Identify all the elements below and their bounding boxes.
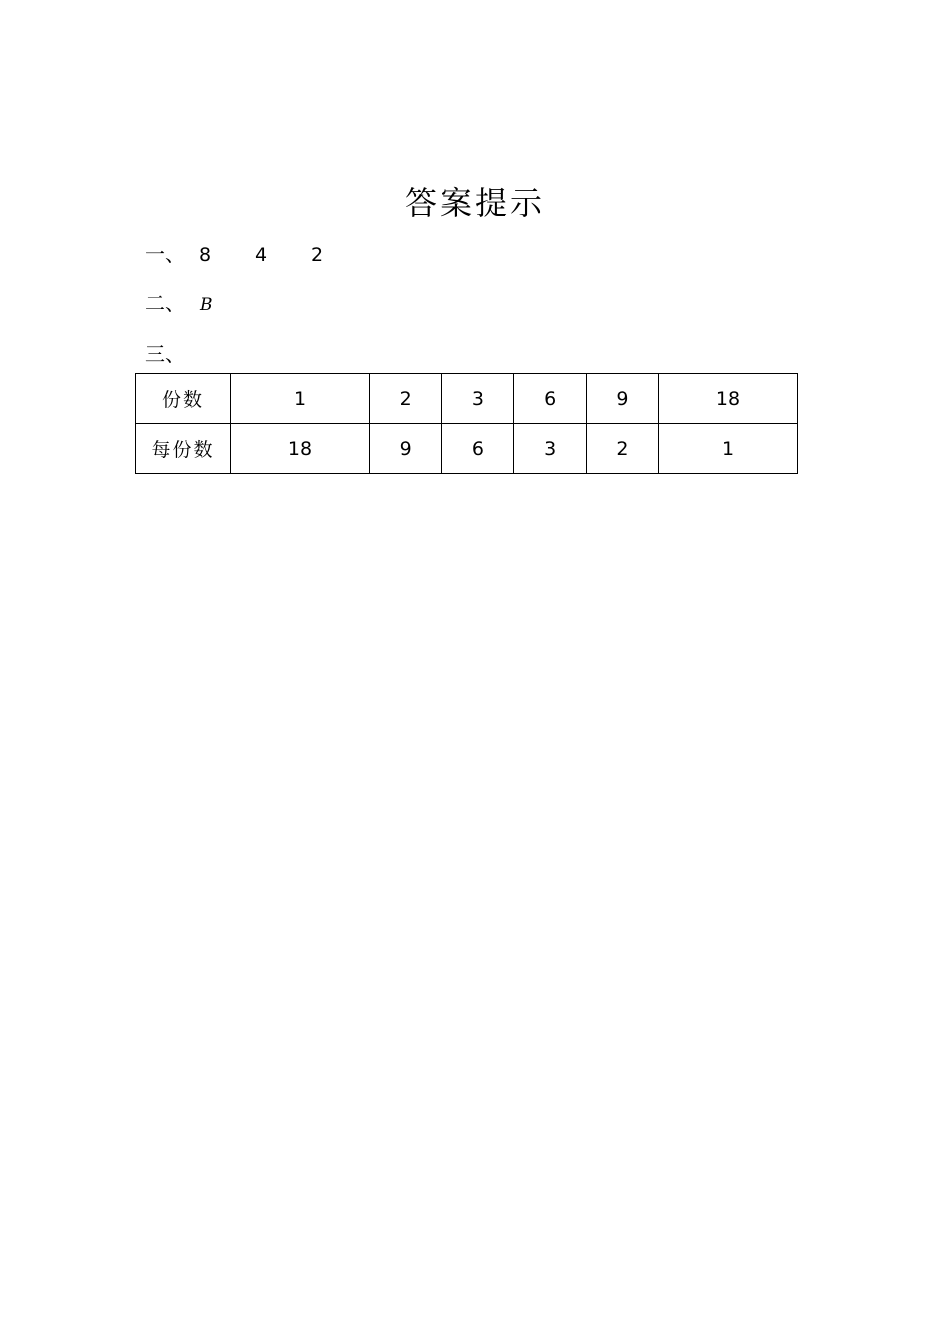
table-cell: 18: [231, 424, 370, 474]
table-cell: 2: [369, 374, 441, 424]
table-cell: 2: [586, 424, 658, 474]
page-title: 答案提示: [404, 184, 545, 222]
table-row: [136, 374, 798, 424]
section-1-label: 一、: [145, 242, 185, 266]
section-1: [145, 238, 323, 267]
table-cell: 9: [586, 374, 658, 424]
section-3: [145, 338, 185, 367]
table-cell: 6: [442, 424, 514, 474]
table-cell: 9: [369, 424, 441, 474]
table-cell: 1: [658, 424, 797, 474]
table-cell: 3: [442, 374, 514, 424]
section-3-label: 三、: [145, 342, 185, 366]
table-cell: 3: [514, 424, 586, 474]
row-header: 份数: [136, 374, 231, 424]
section-1-answer-1: 8: [199, 244, 212, 266]
row-header: 每份数: [136, 424, 231, 474]
section-2: [145, 287, 213, 316]
answer-table: [135, 373, 798, 474]
section-2-answer: B: [200, 295, 213, 315]
table-cell: 18: [658, 374, 797, 424]
table-cell: 1: [231, 374, 370, 424]
section-2-label: 二、: [145, 291, 185, 315]
section-1-answer-3: 2: [311, 244, 324, 266]
table-cell: 6: [514, 374, 586, 424]
table-row: [136, 424, 798, 474]
section-1-answer-2: 4: [255, 244, 268, 266]
